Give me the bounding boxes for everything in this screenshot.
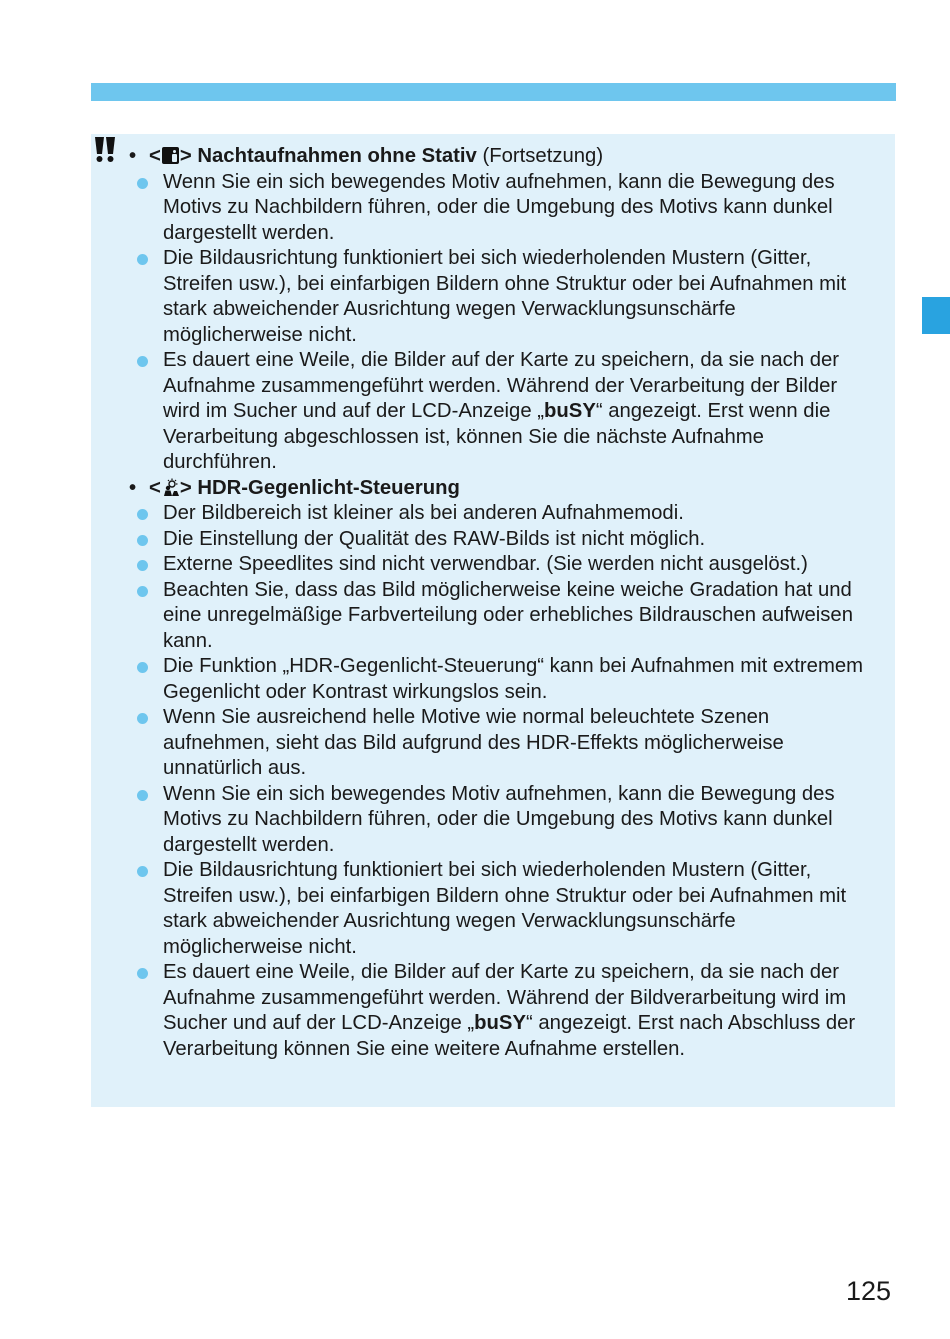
list-item: Der Bildbereich ist kleiner als bei anderen Aufnahmemodi. [127, 501, 877, 527]
bullet-dot [137, 968, 148, 979]
list-item: Wenn Sie ausreichend helle Motive wie normal beleuchtete Szenen aufnehmen, sieht das Bild aufgrund des HDR-Effekts möglicherweise unnatürlich aus. [127, 705, 877, 782]
mode-open-bracket: < [149, 476, 161, 499]
bullet-dot [137, 560, 148, 571]
list-item: Externe Speedlites sind nicht verwendbar. (Sie werden nicht ausgelöst.) [127, 552, 877, 578]
section-title: Nachtaufnahmen ohne Stativ [197, 145, 477, 167]
bullet-dot [137, 662, 148, 673]
bullet-dot [137, 535, 148, 546]
bullet-dot [137, 866, 148, 877]
heading-bullet: • [129, 476, 137, 499]
section-items [127, 170, 877, 476]
list-item: Beachten Sie, dass das Bild möglicherweise keine weiche Gradation hat und eine unregelmäßige Farbverteilung oder erhebliches Bildrauschen aufweisen kann. [127, 578, 877, 655]
busy-indicator-text: buSY [544, 400, 596, 422]
bullet-dot [137, 356, 148, 367]
bullet-dot [137, 178, 148, 189]
bullet-dot [137, 509, 148, 520]
mode-close-bracket: > [179, 145, 192, 167]
header-accent-bar [91, 83, 896, 101]
caution-content [127, 144, 877, 1062]
busy-indicator-text: buSY [474, 1012, 526, 1034]
section-suffix: (Fortsetzung) [482, 145, 604, 167]
page-number: 125 [846, 1276, 892, 1306]
mode-close-bracket: > [179, 476, 192, 499]
list-item: Es dauert eine Weile, die Bilder auf der Karte zu speichern, da sie nach der Aufnahme zusammengeführt werden. Während der Bildverarbeitung wird im Sucher und auf der LCD-Anzeige „buSY“ angezeigt. Erst nach Abschluss der Verarbeitung können Sie eine weitere Aufnahme erstellen. [127, 960, 877, 1062]
bullet-dot [137, 254, 148, 265]
list-item: Es dauert eine Weile, die Bilder auf der Karte zu speichern, da sie nach der Aufnahme zusammengeführt werden. Während der Verarbeitung der Bilder wird im Sucher und auf der LCD-Anzeige „buSY“ angezeigt. Erst wenn die Verarbeitung abgeschlossen ist, können Sie die nächste Aufnahme durchführen. [127, 348, 877, 476]
caution-box [91, 134, 895, 1107]
caution-exclamation-icon [91, 134, 121, 164]
section-heading-hdr-backlight [127, 476, 877, 502]
list-item: Wenn Sie ein sich bewegendes Motiv aufnehmen, kann die Bewegung des Motivs zu Nachbildern führen, oder die Umgebung des Motivs kann dunkel dargestellt werden. [127, 782, 877, 859]
bullet-dot [137, 586, 148, 597]
section-items [127, 501, 877, 1062]
hdr-backlight-icon [161, 478, 180, 497]
bullet-dot [137, 713, 148, 724]
list-item: Die Bildausrichtung funktioniert bei sich wiederholenden Mustern (Gitter, Streifen usw.), bei einfarbigen Bildern ohne Struktur oder bei Aufnahmen mit stark abweichender Ausrichtung wegen Verwacklungsunschärfe möglicherweise nicht. [127, 246, 877, 348]
list-item: Die Bildausrichtung funktioniert bei sich wiederholenden Mustern (Gitter, Streifen usw.), bei einfarbigen Bildern ohne Struktur oder bei Aufnahmen mit stark abweichender Ausrichtung wegen Verwacklungsunschärfe möglicherweise nicht. [127, 858, 877, 960]
bullet-dot [137, 790, 148, 801]
mode-open-bracket: < [149, 145, 161, 167]
chapter-tab-marker [922, 297, 950, 334]
list-item: Wenn Sie ein sich bewegendes Motiv aufnehmen, kann die Bewegung des Motivs zu Nachbildern führen, oder die Umgebung des Motivs kann dunkel dargestellt werden. [127, 170, 877, 247]
heading-bullet: • [129, 145, 137, 167]
list-item: Die Funktion „HDR-Gegenlicht-Steuerung“ kann bei Aufnahmen mit extremem Gegenlicht oder Kontrast wirkungslos sein. [127, 654, 877, 705]
handheld-night-scene-icon [161, 146, 180, 165]
section-heading-night-handheld [127, 144, 877, 170]
list-item: Die Einstellung der Qualität des RAW-Bilds ist nicht möglich. [127, 527, 877, 553]
section-title: HDR-Gegenlicht-Steuerung [197, 476, 460, 499]
